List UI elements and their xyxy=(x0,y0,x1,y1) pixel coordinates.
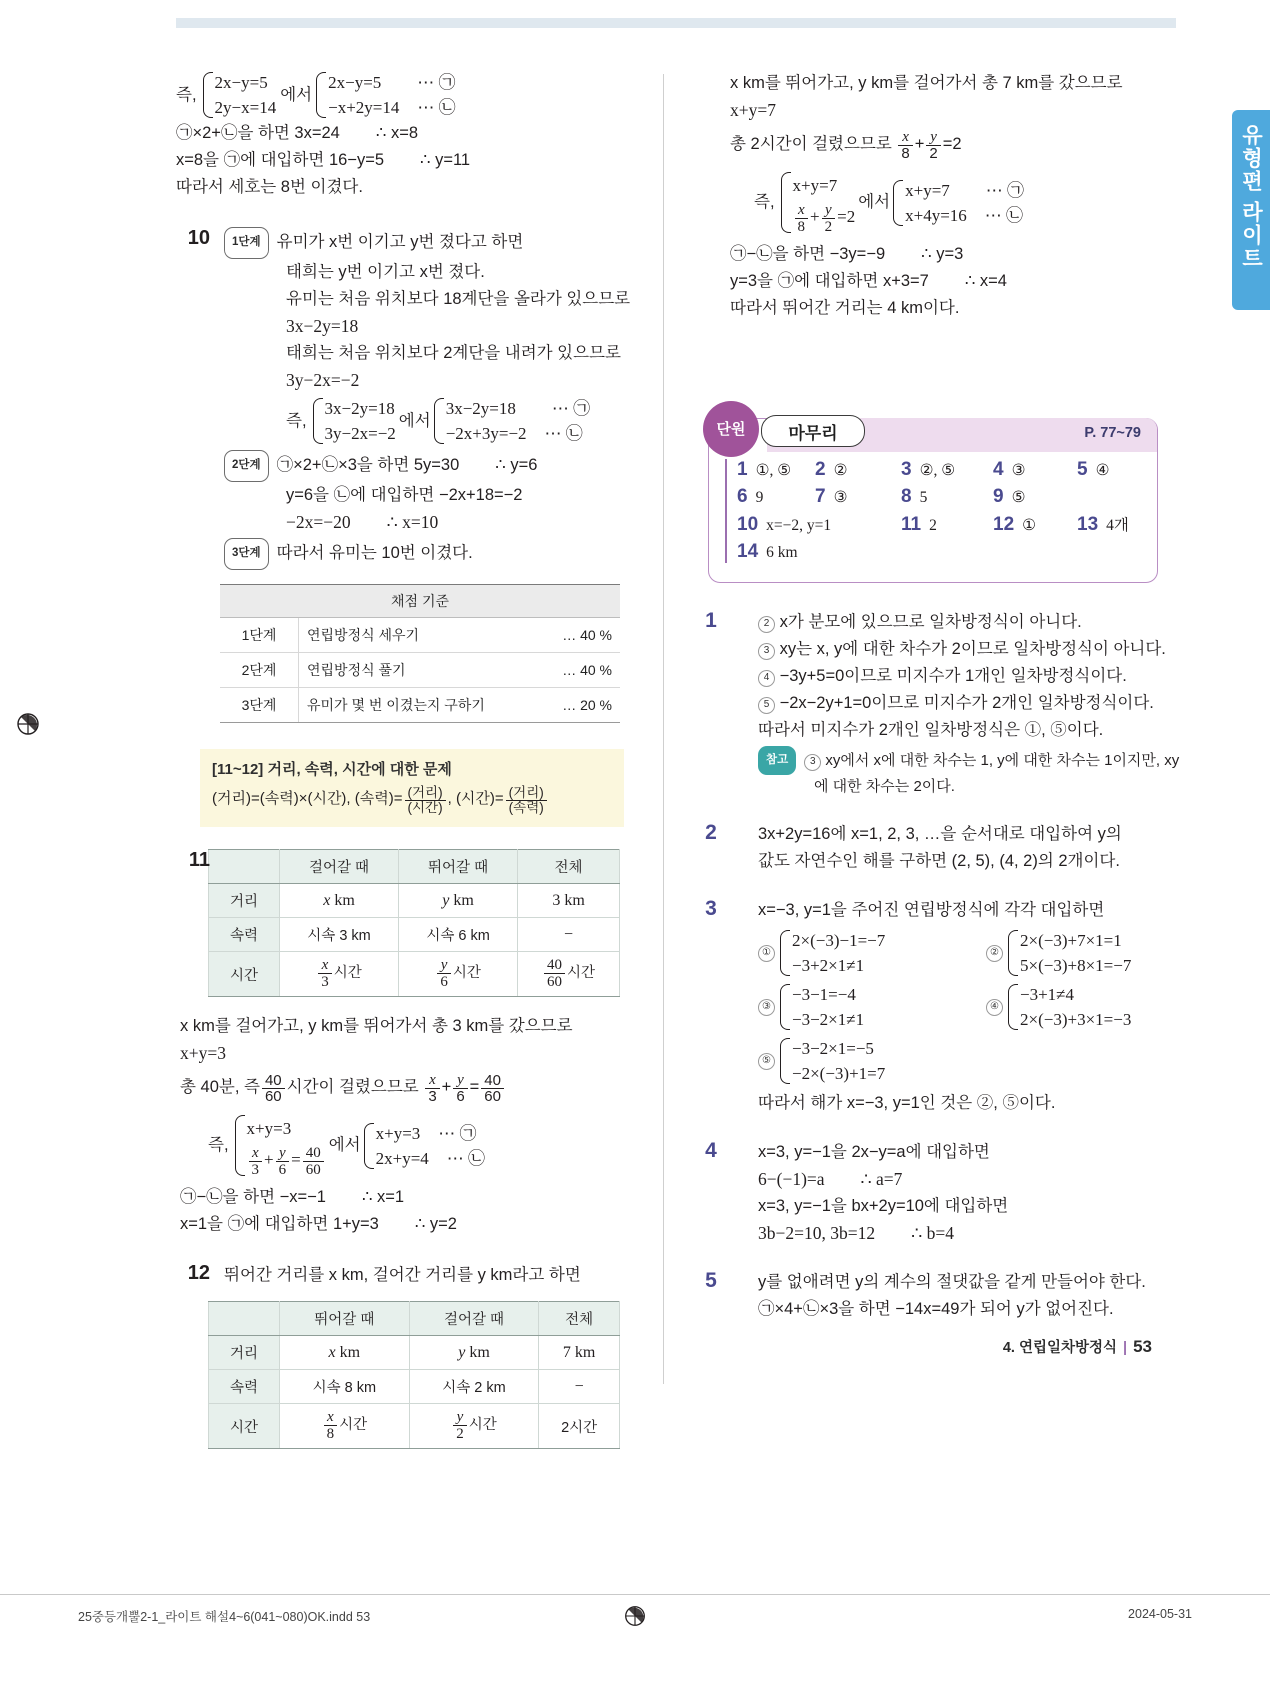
p10-l6: 3y−2x=−2 xyxy=(286,370,360,390)
side-tab xyxy=(1232,110,1270,310)
answer-number: 7 xyxy=(815,486,826,507)
answer-value: ② xyxy=(833,462,848,479)
option-2-icon: 2 xyxy=(758,616,775,633)
answer-value: x=−2, y=1 xyxy=(766,517,832,534)
footer-separator: | xyxy=(1123,1340,1128,1356)
grading-step: 2단계 xyxy=(220,653,299,688)
cont-system-a: 2x−y=5 2y−x=14 xyxy=(203,70,277,120)
answer-number: 6 xyxy=(737,486,748,507)
option-3-icon: 3 xyxy=(804,754,821,771)
problem-10-number: 10 xyxy=(187,227,210,249)
problem-12-number: 12 xyxy=(187,1262,210,1284)
cell: − xyxy=(539,1370,620,1404)
a4-l4: 3b−2=10, 3b=12 ∴ b=4 xyxy=(758,1223,954,1243)
problem-12-table xyxy=(208,1301,620,1449)
p12c-l2: x+y=7 xyxy=(730,100,776,120)
unit-summary-box xyxy=(708,418,1158,583)
p11-l6: x=1을 ㉠에 대입하면 1+y=3 ∴ y=2 xyxy=(180,1215,457,1233)
answer-2-number: 2 xyxy=(705,821,717,844)
a2-l2: 값도 자연수인 해를 구하면 (2, 5), (4, 2)의 2개이다. xyxy=(758,852,1120,870)
cell: $\frac{y}{2}$ 시간 xyxy=(409,1404,539,1449)
answer-value: ③ xyxy=(1011,462,1026,479)
cont-line4: 따라서 세호는 8번 이겼다. xyxy=(176,178,363,196)
p10-step2: 2단계 ㉠×2+㉡×3을 하면 5y=30 ∴ y=6 xyxy=(224,450,646,482)
a1-l2: 2 x가 분모에 있으므로 일차방정식이 아니다. xyxy=(758,609,1160,636)
grading-desc: 연립방정식 세우기 xyxy=(299,618,519,653)
p10-l2: 태희는 y번 이기고 x번 졌다. xyxy=(286,263,485,281)
page-top-rule xyxy=(176,18,1176,28)
cell: 시속 6 km xyxy=(399,918,518,952)
grading-step: 1단계 xyxy=(220,618,299,653)
answer-value: ③ xyxy=(833,489,848,506)
page-number: 53 xyxy=(1133,1337,1152,1356)
row-label-distance: 거리 xyxy=(209,1336,280,1370)
unit-title: 마무리 xyxy=(761,415,865,447)
answer-value: 9 xyxy=(755,489,764,506)
cont-line1-prefix: 즉, xyxy=(176,85,197,104)
p12-lead: 뛰어간 거리를 x km, 걸어간 거리를 y km라고 하면 xyxy=(224,1266,581,1284)
step-tag-3: 3단계 xyxy=(224,538,269,570)
choice-row xyxy=(758,1036,1160,1086)
answer-value: 2 xyxy=(929,517,937,534)
p11-l5: ㉠−㉡을 하면 −x=−1 ∴ x=1 xyxy=(180,1188,405,1206)
print-date: 2024-05-31 xyxy=(1128,1607,1192,1621)
cell: 시속 8 km xyxy=(280,1370,410,1404)
col-walk: 걸어갈 때 xyxy=(409,1302,539,1336)
answer-number: 9 xyxy=(993,486,1004,507)
choice-2: ② 2×(−3)+7×1=1 5×(−3)+8×1=−7 xyxy=(986,928,1131,978)
cell: x km xyxy=(280,1336,410,1370)
p10-l5: 태희는 처음 위치보다 2계단을 내려가 있으므로 xyxy=(286,344,621,362)
p10-step1: 1단계 유미가 x번 이기고 y번 졌다고 하면 xyxy=(224,227,646,259)
p10-s2-l3: −2x=−20 ∴ x=10 xyxy=(286,512,439,532)
choice-3: ③ −3−1=−4 −3−2×1≠1 xyxy=(758,982,986,1032)
a3-concl: 따라서 해가 x=−3, y=1인 것은 ②, ⑤이다. xyxy=(758,1094,1056,1112)
table-row xyxy=(209,952,620,997)
cont-line3: x=8을 ㉠에 대입하면 16−y=5 ∴ y=11 xyxy=(176,151,471,169)
answer-number: 1 xyxy=(737,459,748,480)
answer-number: 5 xyxy=(1077,459,1088,480)
choice-4: ④ −3+1≠4 2×(−3)+3×1=−3 xyxy=(986,982,1131,1032)
col-run: 뛰어갈 때 xyxy=(399,850,518,884)
grading-step: 3단계 xyxy=(220,688,299,723)
tip-box-formulas: (거리)=(속력)×(시간), (속력)= $\frac{\text{(거리)}}{\text{(시간)}}$ , (시간)= $\frac{\text{(거리)}}{\text{(속력)}}$ xyxy=(212,786,612,815)
answer-problem-3 xyxy=(690,897,1160,1117)
footer-chapter: 4. 연립일차방정식 xyxy=(1002,1340,1118,1356)
p10-systems: 즉, 3x−2y=18 3y−2x=−2 에서 3x−2y=18 ⋯ ㉠ −2x+3y=−2 ⋯ ㉡ xyxy=(286,396,646,446)
row-label-speed: 속력 xyxy=(209,918,280,952)
col-run: 뛰어갈 때 xyxy=(280,1302,410,1336)
problem-12-continued xyxy=(730,70,1160,322)
answer-problem-4 xyxy=(690,1139,1160,1247)
answer-number: 12 xyxy=(993,514,1015,535)
answer-problem-2 xyxy=(690,821,1160,875)
answer-number: 10 xyxy=(737,514,759,535)
grading-points: … 20 % xyxy=(518,688,620,723)
col-total: 전체 xyxy=(539,1302,620,1336)
answer-row xyxy=(737,459,1157,481)
p12c-l5: ㉠−㉡을 하면 −3y=−9 ∴ y=3 xyxy=(730,245,964,263)
cell: y km xyxy=(399,884,518,918)
cont-system-b: 2x−y=5 ⋯ ㉠ −x+2y=14 ⋯ ㉡ xyxy=(316,70,456,120)
cell: 2시간 xyxy=(539,1404,620,1449)
table-row xyxy=(220,688,620,723)
problem-10 xyxy=(176,227,646,723)
table-row xyxy=(209,884,620,918)
answer-number: 11 xyxy=(901,514,922,535)
a1-l4: 4 −3y+5=0이므로 미지수가 1개인 일차방정식이다. xyxy=(758,663,1160,690)
col-blank xyxy=(209,850,280,884)
answer-number: 8 xyxy=(901,486,912,507)
a5-l2: ㉠×4+㉡×3을 하면 −14x=49가 되어 y가 없어진다. xyxy=(758,1300,1114,1318)
answer-number: 13 xyxy=(1077,514,1099,535)
answer-problem-5 xyxy=(690,1269,1160,1323)
tip-box xyxy=(200,749,624,827)
cell: $\frac{x}{8}$ 시간 xyxy=(280,1404,410,1449)
p12c-l1: x km를 뛰어가고, y km를 걸어가서 총 7 km를 갔으므로 xyxy=(730,74,1123,92)
p12c-systems: 즉, x+y=7 $\frac{x}{8}$ + $\frac{y}{2}$ =2 에서 x+y=7 ⋯ ㉠ x+4y=16 ⋯ ㉡ xyxy=(754,170,1160,235)
answer-value: ① xyxy=(1022,517,1037,534)
a4-l3: x=3, y=−1을 bx+2y=10에 대입하면 xyxy=(758,1197,1009,1215)
cell: 시속 3 km xyxy=(280,918,399,952)
option-3-icon: 3 xyxy=(758,643,775,660)
step-tag-2: 2단계 xyxy=(224,450,269,482)
cell: 7 km xyxy=(539,1336,620,1370)
row-label-distance: 거리 xyxy=(209,884,280,918)
answer-5-number: 5 xyxy=(705,1269,717,1292)
p11-l3: 총 40분, 즉 $\frac{40}{60}$ 시간이 걸렸으므로 $\frac{x}{3}$ + $\frac{y}{6}$ = $\frac{40}{60}$ xyxy=(180,1073,646,1105)
left-column xyxy=(176,70,646,1449)
table-row xyxy=(220,653,620,688)
col-blank xyxy=(209,1302,280,1336)
row-label-speed: 속력 xyxy=(209,1370,280,1404)
registration-mark-left xyxy=(14,710,42,738)
tip-box-title: [11~12] 거리, 속력, 시간에 대한 문제 xyxy=(212,761,452,778)
answer-value: 5 xyxy=(919,489,928,506)
p12c-l7: 따라서 뛰어간 거리는 4 km이다. xyxy=(730,299,960,317)
answer-row xyxy=(737,486,1157,508)
answer-value: ②, ⑤ xyxy=(919,462,956,479)
problem-11-number: 11 xyxy=(188,849,210,871)
answer-1-number: 1 xyxy=(705,609,717,632)
option-4-icon: 4 xyxy=(758,670,775,687)
table-row xyxy=(209,1370,620,1404)
registration-mark-center xyxy=(622,1603,648,1634)
a3-choices xyxy=(758,928,1160,1086)
cell: $\frac{x}{3}$ 시간 xyxy=(280,952,399,997)
grading-header: 채점 기준 xyxy=(220,585,620,618)
cell: − xyxy=(518,918,620,952)
a5-l1: y를 없애려면 y의 계수의 절댓값을 같게 만들어야 한다. xyxy=(758,1273,1146,1291)
cell: $\frac{y}{6}$ 시간 xyxy=(399,952,518,997)
a3-l1: x=−3, y=1을 주어진 연립방정식에 각각 대입하면 xyxy=(758,901,1105,919)
option-2-icon: ② xyxy=(986,945,1003,962)
a1-ref: 참고 3 xy에서 x에 대한 차수는 1, y에 대한 차수는 1이지만, xy xyxy=(758,746,1160,775)
reference-tag: 참고 xyxy=(758,746,796,775)
right-column xyxy=(690,70,1180,1323)
cell: y km xyxy=(409,1336,539,1370)
choice-row xyxy=(758,928,1160,978)
cell: 3 km xyxy=(518,884,620,918)
p12c-l6: y=3을 ㉠에 대입하면 x+3=7 ∴ x=4 xyxy=(730,272,1007,290)
choice-row xyxy=(758,982,1160,1032)
p10-step3: 3단계 따라서 유미는 10번 이겼다. xyxy=(224,538,646,570)
table-row xyxy=(220,618,620,653)
option-1-icon: ① xyxy=(758,945,775,962)
cont-mid: 에서 xyxy=(280,85,313,104)
a1-l5: 5 −2x−2y+1=0이므로 미지수가 2개인 일차방정식이다. xyxy=(758,690,1160,717)
p12c-l3: 총 2시간이 걸렸으므로 $\frac{x}{8}$ + $\frac{y}{2}$ =2 xyxy=(730,129,962,162)
table-row xyxy=(209,918,620,952)
option-5-icon: ⑤ xyxy=(758,1053,775,1070)
answer-value: 6 km xyxy=(766,544,798,561)
cell: x km xyxy=(280,884,399,918)
answer-problem-1 xyxy=(690,609,1180,799)
p10-l4: 3x−2y=18 xyxy=(286,316,359,336)
choice-1: ① 2×(−3)−1=−7 −3+2×1≠1 xyxy=(758,928,986,978)
unit-badge: 단원 xyxy=(703,401,759,457)
grading-desc: 유미가 몇 번 이겼는지 구하기 xyxy=(299,688,519,723)
cell: 시속 2 km xyxy=(409,1370,539,1404)
problem-11-table xyxy=(208,849,620,997)
answer-value: ⑤ xyxy=(1011,489,1026,506)
answer-row xyxy=(737,541,1157,563)
p10-s2-l2: y=6을 ㉡에 대입하면 −2x+18=−2 xyxy=(286,486,523,504)
a2-l1: 3x+2y=16에 x=1, 2, 3, …을 순서대로 대입하여 y의 xyxy=(758,825,1122,843)
unit-pages: P. 77~79 xyxy=(1084,425,1141,441)
print-footer xyxy=(0,1594,1270,1635)
a1-l3: 3 xy는 x, y에 대한 차수가 2이므로 일차방정식이 아니다. xyxy=(758,636,1160,663)
cont-line2: ㉠×2+㉡을 하면 3x=24 ∴ x=8 xyxy=(176,124,419,142)
step-tag-1: 1단계 xyxy=(224,227,269,259)
answer-number: 4 xyxy=(993,459,1004,480)
cell: $\frac{40}{60}$ 시간 xyxy=(518,952,620,997)
a1-ref2: 에 대한 차수는 2이다. xyxy=(814,778,955,795)
answer-row xyxy=(737,513,1157,536)
p11-l1: x km를 걸어가고, y km를 뛰어가서 총 3 km를 갔으므로 xyxy=(180,1017,573,1035)
answer-number: 3 xyxy=(901,459,912,480)
answer-value: ④ xyxy=(1095,462,1110,479)
continued-solution xyxy=(176,70,646,201)
a4-l1: x=3, y=−1을 2x−y=a에 대입하면 xyxy=(758,1143,990,1161)
answer-4-number: 4 xyxy=(705,1139,717,1162)
answer-value: 4개 xyxy=(1106,517,1129,534)
answer-3-number: 3 xyxy=(705,897,717,920)
grading-points: … 40 % xyxy=(518,618,620,653)
row-label-time: 시간 xyxy=(209,952,280,997)
page-footer xyxy=(0,1336,1270,1357)
a4-l2: 6−(−1)=a ∴ a=7 xyxy=(758,1169,903,1189)
option-4-icon: ④ xyxy=(986,999,1003,1016)
option-3-icon: ③ xyxy=(758,999,775,1016)
choice-5: ⑤ −3−2×1=−5 −2×(−3)+1=7 xyxy=(758,1036,986,1086)
row-label-time: 시간 xyxy=(209,1404,280,1449)
p11-l2: x+y=3 xyxy=(180,1043,226,1063)
problem-11-solution xyxy=(180,1013,646,1238)
a1-l6: 따라서 미지수가 2개인 일차방정식은 ①, ⑤이다. xyxy=(758,721,1104,739)
table-row xyxy=(209,1404,620,1449)
grading-desc: 연립방정식 풀기 xyxy=(299,653,519,688)
answer-list xyxy=(725,459,1157,563)
side-tab-label: 유형편 라이트 xyxy=(1239,124,1263,270)
column-divider xyxy=(663,74,664,1384)
answer-value: ①, ⑤ xyxy=(755,462,792,479)
col-total: 전체 xyxy=(518,850,620,884)
p10-l3: 유미는 처음 위치보다 18계단을 올라가 있으므로 xyxy=(286,290,631,308)
grading-points: … 40 % xyxy=(518,653,620,688)
option-5-icon: 5 xyxy=(758,697,775,714)
answer-number: 2 xyxy=(815,459,826,480)
problem-11 xyxy=(176,849,646,1238)
answer-number: 14 xyxy=(737,541,759,562)
grading-criteria-table xyxy=(220,584,620,723)
print-filename: 25중등개뿔2-1_라이트 해설4~6(041~080)OK.indd 53 xyxy=(78,1610,371,1624)
col-walk: 걸어갈 때 xyxy=(280,850,399,884)
p11-systems: 즉, x+y=3 $\frac{x}{3}$ + $\frac{y}{6}$ = $\frac{40}{60}$ 에서 x+y=3 ⋯ ㉠ 2x+y=4 ⋯ ㉡ xyxy=(208,1113,646,1178)
